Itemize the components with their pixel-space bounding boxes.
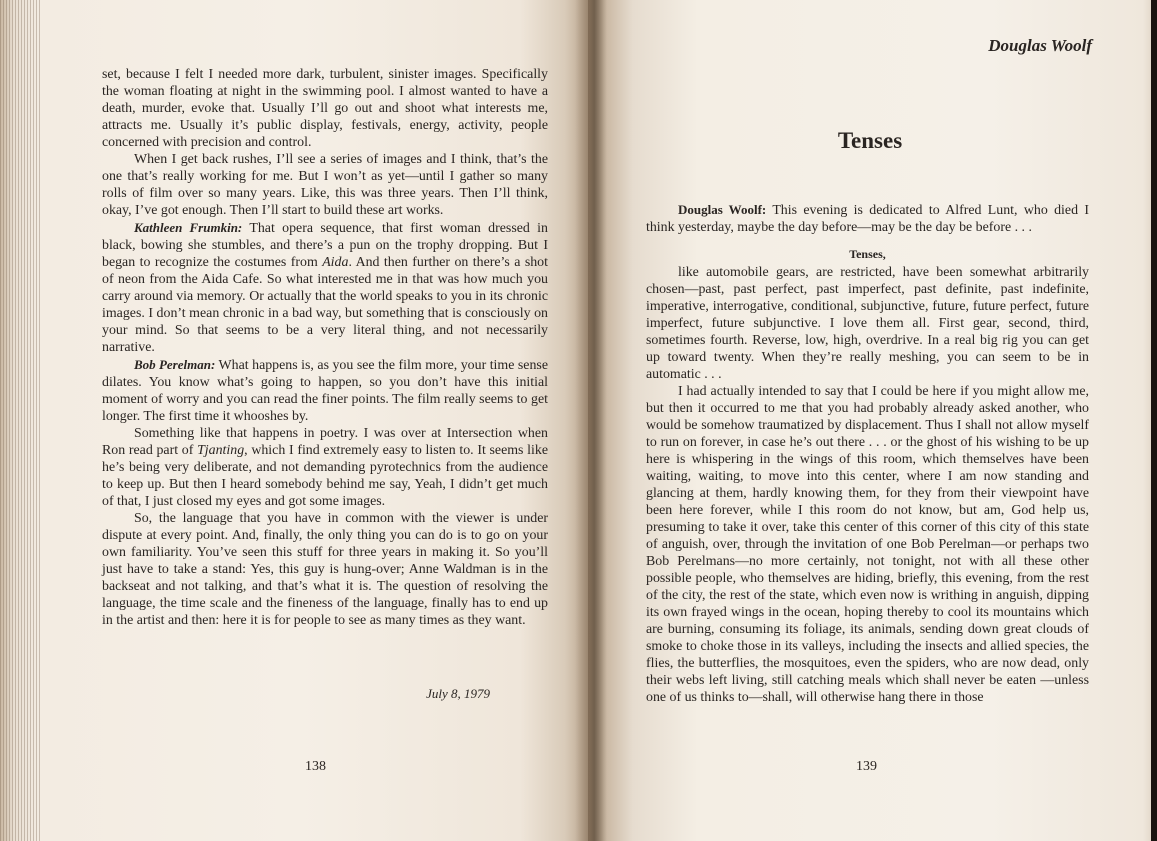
paragraph-text: I had actually intended to say that I could be here if you might allow me, but then it occurred to me that you had probably already asked another, who would be somehow traumatized by displacement. Thus I shall not allow myself to run on forever, in case he’s out there . . . or the ghost of his wishing to be up here is whispering in the wings of this room, which themselves have been waiting, waiting, to move into this center, where I am now standing and glancing at them, hardly knowing them, for they from their viewpoint have been here forever, while I this room do not know, but am, God help us, presuming to take it over, take this center of this corner of this city of this state of anguish, over, through the invitation of one Bob Perelman—or perhaps two Bob Perelmans—no more certainly, not tonight, not with all these other possible people, who themselves are hiding, briefly, this evening, from the rest of the city, the rest of the state, which even now is writhing in anguish, dipping its own frayed wings in the ocean, hoping thereby to cool its mountains which are burning, consuming its foliage, its animals, sending down great clouds of smoke to choke those in its valleys, including the insects and allied species, the flies, the butterflies, the mosquitoes, even the spiders, who are now dead, only their webs left living, still catching meals which shall never be eaten —unless one of us thinks to—shall, will otherwise hang there in those xyxy=(646,384,1089,705)
paragraph-text: When I get back rushes, I’ll see a series of images and I think, that’s the one that’s really working for me. But I won’t as yet—until I gather so many rolls of film over so many years. Like, this was three years. Then I’ll think, okay, I’ve got enough. Then I’ll start to build these art works. xyxy=(102,152,548,218)
paragraph-text: What happens is, as you see the film more, your time sense dilates. You know what’s going to happen, so you don’t have this initial moment of worry and you can read the finer points. The film really seems to get longer. The first time it whooshes by. xyxy=(102,358,548,424)
page-number-right: 139 xyxy=(856,759,877,774)
paragraph-text: This evening is dedicated to Alfred Lunt, who died I think yesterday, maybe the day before—may be the day be before . . . xyxy=(646,203,1089,235)
italic-title: Aida xyxy=(322,255,349,270)
paragraph-text: set, because I felt I needed more dark, turbulent, sinister images. Specifically the woman floating at night in the swimming pool. I almost wanted to have a death, murder, evoke that. Usually I’ll go out and shoot what interests me, attracts me. Usually it’s public display, festivals, energy, activity, people concerned with precision and control. xyxy=(102,67,548,150)
running-head: Douglas Woolf xyxy=(988,36,1092,55)
page-edge-stack xyxy=(0,0,40,841)
paragraph xyxy=(102,66,548,151)
paragraph xyxy=(646,383,1089,706)
speaker-name: Douglas Woolf: xyxy=(678,202,767,217)
paragraph xyxy=(646,264,1089,383)
paragraph-text: like automobile gears, are restricted, have been somewhat arbitrarily chosen—past, past perfect, past imperfect, past definite, past indefinite, imperative, interrogative, conditional, subjunctive, future, future perfect, future imperfect, future subjunctive. I love them all. First gear, second, third, sometimes fourth. Reverse, low, high, overdrive. In a real big rig you can get up toward twenty. When they’re really meshing, you can seem to be in automatic . . . xyxy=(646,265,1089,382)
paragraph-text: So, the language that you have in common with the viewer is under dispute at every point. And, finally, the only thing you can do is to go on your own familiarity. You’ve seen this stuff for three years in making it. So you’ll just have to take a stand: Yes, this guy is hung-over; Anne Waldman is in the backseat and not talking, and that’s what it is. The question of resolving the language, the time scale and the fineness of the language, finally has to end up in the artist and then: here it is for people to see as many times as they want. xyxy=(102,511,548,628)
paragraph-text: , which I find extremely easy to listen to. It seems like he’s being very deliberate, and not demanding pyrotechnics from the audience to keep up. But then I heard somebody behind me say, Yeah, I didn’t get much of that, I just closed my eyes and got some images. xyxy=(102,443,548,509)
book-gutter xyxy=(575,0,607,841)
intro-paragraph xyxy=(646,201,1089,236)
paragraph xyxy=(102,425,548,510)
page-number-left: 138 xyxy=(305,759,326,774)
right-page-body xyxy=(646,201,1089,706)
subheading: Tenses, xyxy=(849,247,886,261)
chapter-title: Tenses xyxy=(837,128,903,153)
paragraph-text: . And then further on there’s a shot of neon from the Aida Cafe. So what interested me in that was how much you carry around via memory. Or actually that the world speaks to you in its chronic images. I don’t mean chronic in a bad way, but something that is consciously on your mind. So that seems to be a very literal thing, and not necessarily narrative. xyxy=(102,255,548,355)
dateline: July 8, 1979 xyxy=(426,686,490,701)
speaker-name: Kathleen Frumkin: xyxy=(134,220,243,235)
paragraph xyxy=(102,219,548,356)
paragraph-text: Something like that happens in poetry. I was over at Intersection when Ron read part of xyxy=(102,426,548,458)
paragraph xyxy=(102,151,548,219)
paragraph xyxy=(102,356,548,425)
paragraph xyxy=(102,510,548,629)
paragraph-text: That opera sequence, that first woman dressed in black, bowing she stumbles, and there’s a pun on the trophy dropping. But I began to recognize the costumes from xyxy=(102,221,548,270)
left-page-body xyxy=(102,66,548,629)
right-page-edge xyxy=(1151,0,1157,841)
italic-title: Tjanting xyxy=(197,443,245,458)
speaker-name: Bob Perelman: xyxy=(134,357,216,372)
